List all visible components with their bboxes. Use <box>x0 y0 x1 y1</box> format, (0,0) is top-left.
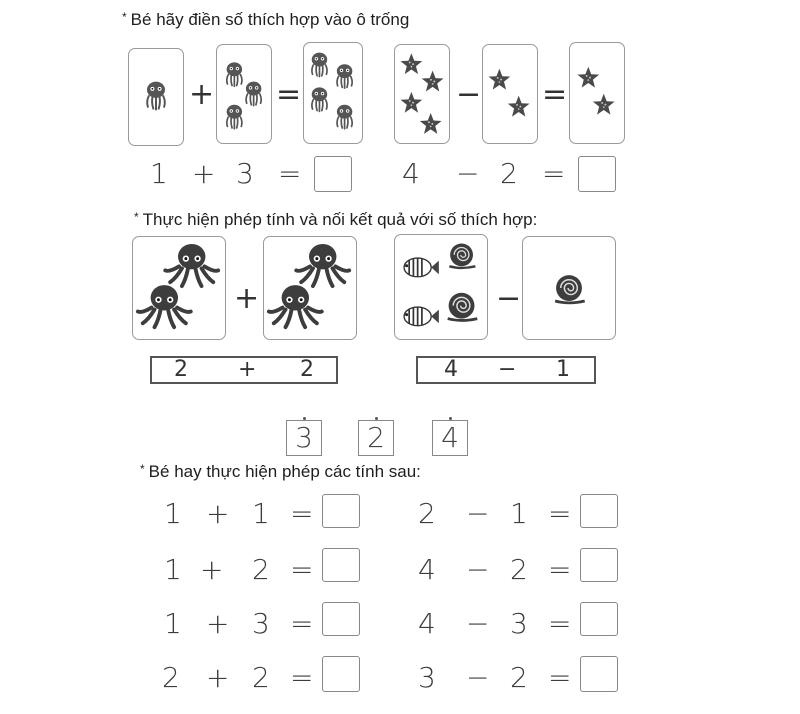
left-row1-eq: = <box>290 497 314 530</box>
answer-box[interactable] <box>580 602 618 636</box>
operator-minus: − <box>496 281 522 316</box>
right-row1-op: − <box>466 497 490 530</box>
jellyfish-icon <box>129 49 183 145</box>
left-row2-op: + <box>200 553 224 586</box>
instruction-compute <box>140 462 421 482</box>
expr1-operand-b: 2 <box>300 357 314 382</box>
octopus-icon <box>264 237 356 339</box>
operator-equals: = <box>276 77 302 112</box>
eq2-operator: − <box>456 157 480 190</box>
answer-box[interactable] <box>322 548 360 582</box>
right-row3-eq: = <box>548 607 572 640</box>
left-row2-eq: = <box>290 553 314 586</box>
left-row2-b: 2 <box>252 553 270 586</box>
connection-dot[interactable] <box>375 417 378 420</box>
picture-card-jellyfish-4 <box>303 42 363 144</box>
right-row3-b: 3 <box>510 607 528 640</box>
picture-card-starfish-4 <box>394 44 450 144</box>
instruction-text: Bé hay thực hiện phép các tính sau: <box>148 462 421 481</box>
expr2-operand-b: 1 <box>556 357 570 382</box>
expr1-operand-a: 2 <box>174 357 188 382</box>
eq1-operator: + <box>192 157 216 190</box>
expression-box-addition[interactable] <box>150 356 338 384</box>
left-row4-eq: = <box>290 661 314 694</box>
operator-plus: + <box>234 281 260 316</box>
sea-creatures-group <box>395 235 487 339</box>
right-row2-eq: = <box>548 553 572 586</box>
left-row3-a: 1 <box>164 607 182 640</box>
answer-box[interactable] <box>580 494 618 528</box>
right-row1-b: 1 <box>510 497 528 530</box>
left-row4-b: 2 <box>252 661 270 694</box>
starfish-icon <box>483 45 537 143</box>
bullet-star: * <box>134 210 139 224</box>
choice-number[interactable] <box>358 420 394 456</box>
answer-box[interactable] <box>314 156 352 192</box>
eq1-equals: = <box>278 157 302 190</box>
expr2-operand-a: 4 <box>444 357 458 382</box>
snail-icon <box>523 237 615 339</box>
eq1-operand-a: 1 <box>150 157 168 190</box>
eq2-operand-b: 2 <box>500 157 518 190</box>
choice-number[interactable] <box>432 420 468 456</box>
connection-dot[interactable] <box>449 417 452 420</box>
left-row1-b: 1 <box>252 497 270 530</box>
bullet-star: * <box>122 10 127 24</box>
bullet-star: * <box>140 462 145 476</box>
jellyfish-icon <box>217 45 271 143</box>
eq1-operand-b: 3 <box>236 157 254 190</box>
starfish-icon <box>395 45 449 143</box>
choice-label: 2 <box>367 421 385 454</box>
jellyfish-icon <box>304 43 362 143</box>
right-row3-op: − <box>466 607 490 640</box>
right-row2-a: 4 <box>418 553 436 586</box>
picture-card-starfish-2b <box>569 42 625 144</box>
right-row4-a: 3 <box>418 661 436 694</box>
right-row1-eq: = <box>548 497 572 530</box>
answer-box[interactable] <box>580 548 618 582</box>
picture-card-jellyfish-1 <box>128 48 184 146</box>
operator-minus: − <box>456 77 482 112</box>
left-row3-op: + <box>206 607 230 640</box>
picture-card-sea-creatures-4 <box>394 234 488 340</box>
fish-icon <box>404 258 439 326</box>
operator-plus: + <box>189 77 215 112</box>
instruction-fill-boxes <box>122 10 409 30</box>
octopus-icon <box>133 237 225 339</box>
right-row1-a: 2 <box>418 497 436 530</box>
answer-box[interactable] <box>322 494 360 528</box>
choice-label: 3 <box>295 421 313 454</box>
right-row4-eq: = <box>548 661 572 694</box>
right-row2-op: − <box>466 553 490 586</box>
answer-box[interactable] <box>322 656 360 692</box>
answer-box[interactable] <box>322 602 360 636</box>
instruction-match-results <box>134 210 537 230</box>
operator-equals: = <box>542 77 568 112</box>
snail-icon <box>448 243 478 320</box>
choice-label: 4 <box>441 421 459 454</box>
choice-number[interactable] <box>286 420 322 456</box>
expr2-operator: − <box>498 357 517 382</box>
instruction-text: Bé hãy điền số thích hợp vào ô trống <box>130 10 410 29</box>
right-row4-b: 2 <box>510 661 528 694</box>
right-row3-a: 4 <box>418 607 436 640</box>
left-row3-b: 3 <box>252 607 270 640</box>
eq2-operand-a: 4 <box>402 157 420 190</box>
eq2-equals: = <box>542 157 566 190</box>
left-row3-eq: = <box>290 607 314 640</box>
left-row2-a: 1 <box>164 553 182 586</box>
starfish-icon <box>570 43 624 143</box>
instruction-text: Thực hiện phép tính và nối kết quả với số thích hợp: <box>142 210 538 229</box>
left-row1-op: + <box>206 497 230 530</box>
picture-card-jellyfish-3 <box>216 44 272 144</box>
right-row2-b: 2 <box>510 553 528 586</box>
connection-dot[interactable] <box>303 417 306 420</box>
picture-card-starfish-2 <box>482 44 538 144</box>
answer-box[interactable] <box>578 156 616 192</box>
picture-card-octopus-2b <box>263 236 357 340</box>
picture-card-snail-1 <box>522 236 616 340</box>
left-row4-a: 2 <box>162 661 180 694</box>
picture-card-octopus-2 <box>132 236 226 340</box>
expression-box-subtraction[interactable] <box>416 356 596 384</box>
left-row4-op: + <box>206 661 230 694</box>
left-row1-a: 1 <box>164 497 182 530</box>
expr1-operator: + <box>238 357 257 382</box>
answer-box[interactable] <box>580 656 618 692</box>
right-row4-op: − <box>466 661 490 694</box>
